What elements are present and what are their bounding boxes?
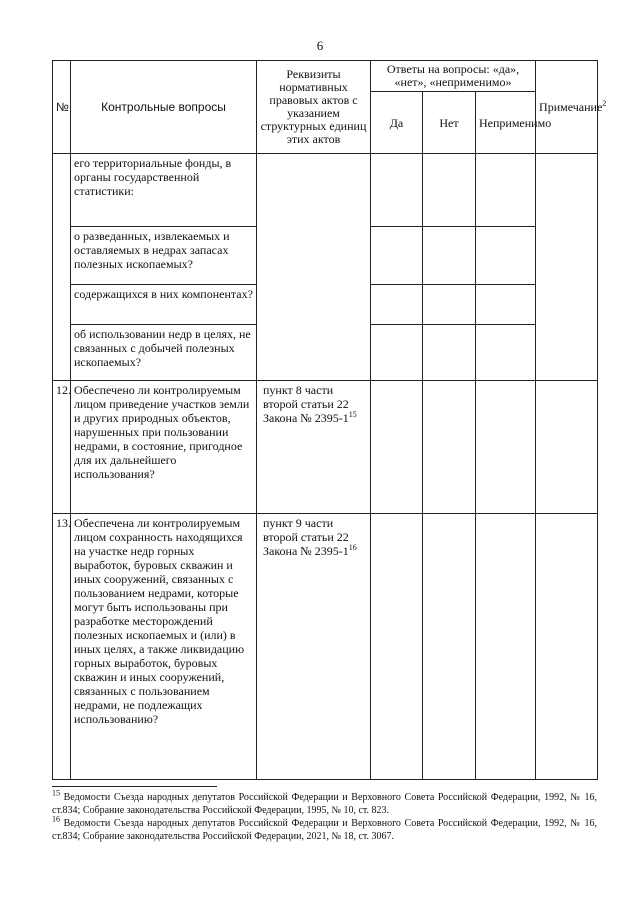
footnote-16 [52,814,598,843]
row-number: 12. [53,381,71,514]
footnotes [52,786,597,843]
answer-no-cell[interactable] [423,514,476,780]
answer-yes-cell[interactable] [371,381,423,514]
question-cell: Обеспечено ли контролируемым лицом приведение участков земли и других природных объектов, нарушенных при пользовании недрами, в состояние, пригодное для их дальнейшего использования? [71,381,257,514]
requisite-text: пункт 8 части второй статьи 22 Закона № 2395-1 [263,383,349,425]
header-note [536,61,607,154]
answer-yes-cell[interactable] [371,285,423,325]
footnote-mark: 16 [52,814,60,824]
answer-no-cell[interactable] [423,325,476,381]
table-row [53,381,598,514]
requisite-cell [257,381,371,514]
header-note-sup: 2 [602,99,607,108]
footnote-text: Ведомости Съезда народных депутатов Российской Федерации и Верховного Совета Российской Федерации, 1992, № 16, ст.834; Собрание законодательства Российской Федерации, 1995, № 10, ст. 823. [52,792,598,816]
note-cell[interactable] [536,514,598,780]
footnote-mark: 15 [52,788,60,798]
note-cell[interactable] [536,381,598,514]
question-cell: содержащихся в них компонентах? [71,285,257,325]
answer-na-cell[interactable] [476,514,536,780]
footnote-separator [52,786,217,787]
header-yes: Да [371,92,423,154]
header-questions: Контрольные вопросы [71,61,257,154]
requisite-cell [257,514,371,780]
answer-yes-cell[interactable] [371,227,423,285]
header-no: Нет [423,92,476,154]
footnote-ref-15: 15 [348,410,357,419]
requisite-text: пункт 9 части второй статьи 22 Закона № 2395-1 [263,516,349,558]
answer-yes-cell[interactable] [371,154,423,227]
answer-na-cell[interactable] [476,325,536,381]
page-number: 6 [316,38,324,53]
question-cell: о разведанных, извлекаемых и оставляемых в недрах запасах полезных ископаемых? [71,227,257,285]
question-cell: об использовании недр в целях, не связанных с добычей полезных ископаемых? [71,325,257,381]
question-cell: Обеспечена ли контролируемым лицом сохранность находящихся на участке недр горных выработок, буровых скважин и иных сооружений, связанных с пользованием недрами, которые могут быть использованы при разработке месторождений полезных ископаемых и (или) в иных целях, а также ликвидацию горных выработок, буровых скважин и иных сооружений, связанных с пользованием недрами, не подлежащих использованию? [71,514,257,780]
footnote-text: Ведомости Съезда народных депутатов Российской Федерации и Верховного Совета Российской Федерации, 1992, № 16, ст.834; Собрание законодательства Российской Федерации, 2021, № 18, ст. 3067. [52,818,598,842]
answer-na-cell[interactable] [476,285,536,325]
answer-na-cell[interactable] [476,227,536,285]
answer-yes-cell[interactable] [371,325,423,381]
row-number: 13. [53,514,71,780]
answer-no-cell[interactable] [423,285,476,325]
answer-no-cell[interactable] [423,154,476,227]
header-row-1 [53,61,598,92]
header-num: № [53,61,71,154]
table-row [53,514,598,780]
header-requisites: Реквизиты нормативных правовых актов с указанием структурных единиц этих актов [257,61,371,154]
header-note-text: Примечание [539,100,603,114]
question-cell: его территориальные фонды, в органы государственной статистики: [71,154,257,227]
answer-no-cell[interactable] [423,381,476,514]
answer-yes-cell[interactable] [371,514,423,780]
header-na: Неприменимо [476,92,536,154]
table-row [53,154,598,227]
checklist-table [52,60,607,780]
header-answers: Ответы на вопросы: «да», «нет», «неприменимо» [371,61,536,92]
footnote-ref-16: 16 [348,543,357,552]
answer-no-cell[interactable] [423,227,476,285]
requisite-cell-continued [257,154,371,381]
note-cell-continued[interactable] [536,154,598,381]
answer-na-cell[interactable] [476,381,536,514]
num-cell-continued [53,154,71,381]
footnote-15 [52,788,598,817]
answer-na-cell[interactable] [476,154,536,227]
